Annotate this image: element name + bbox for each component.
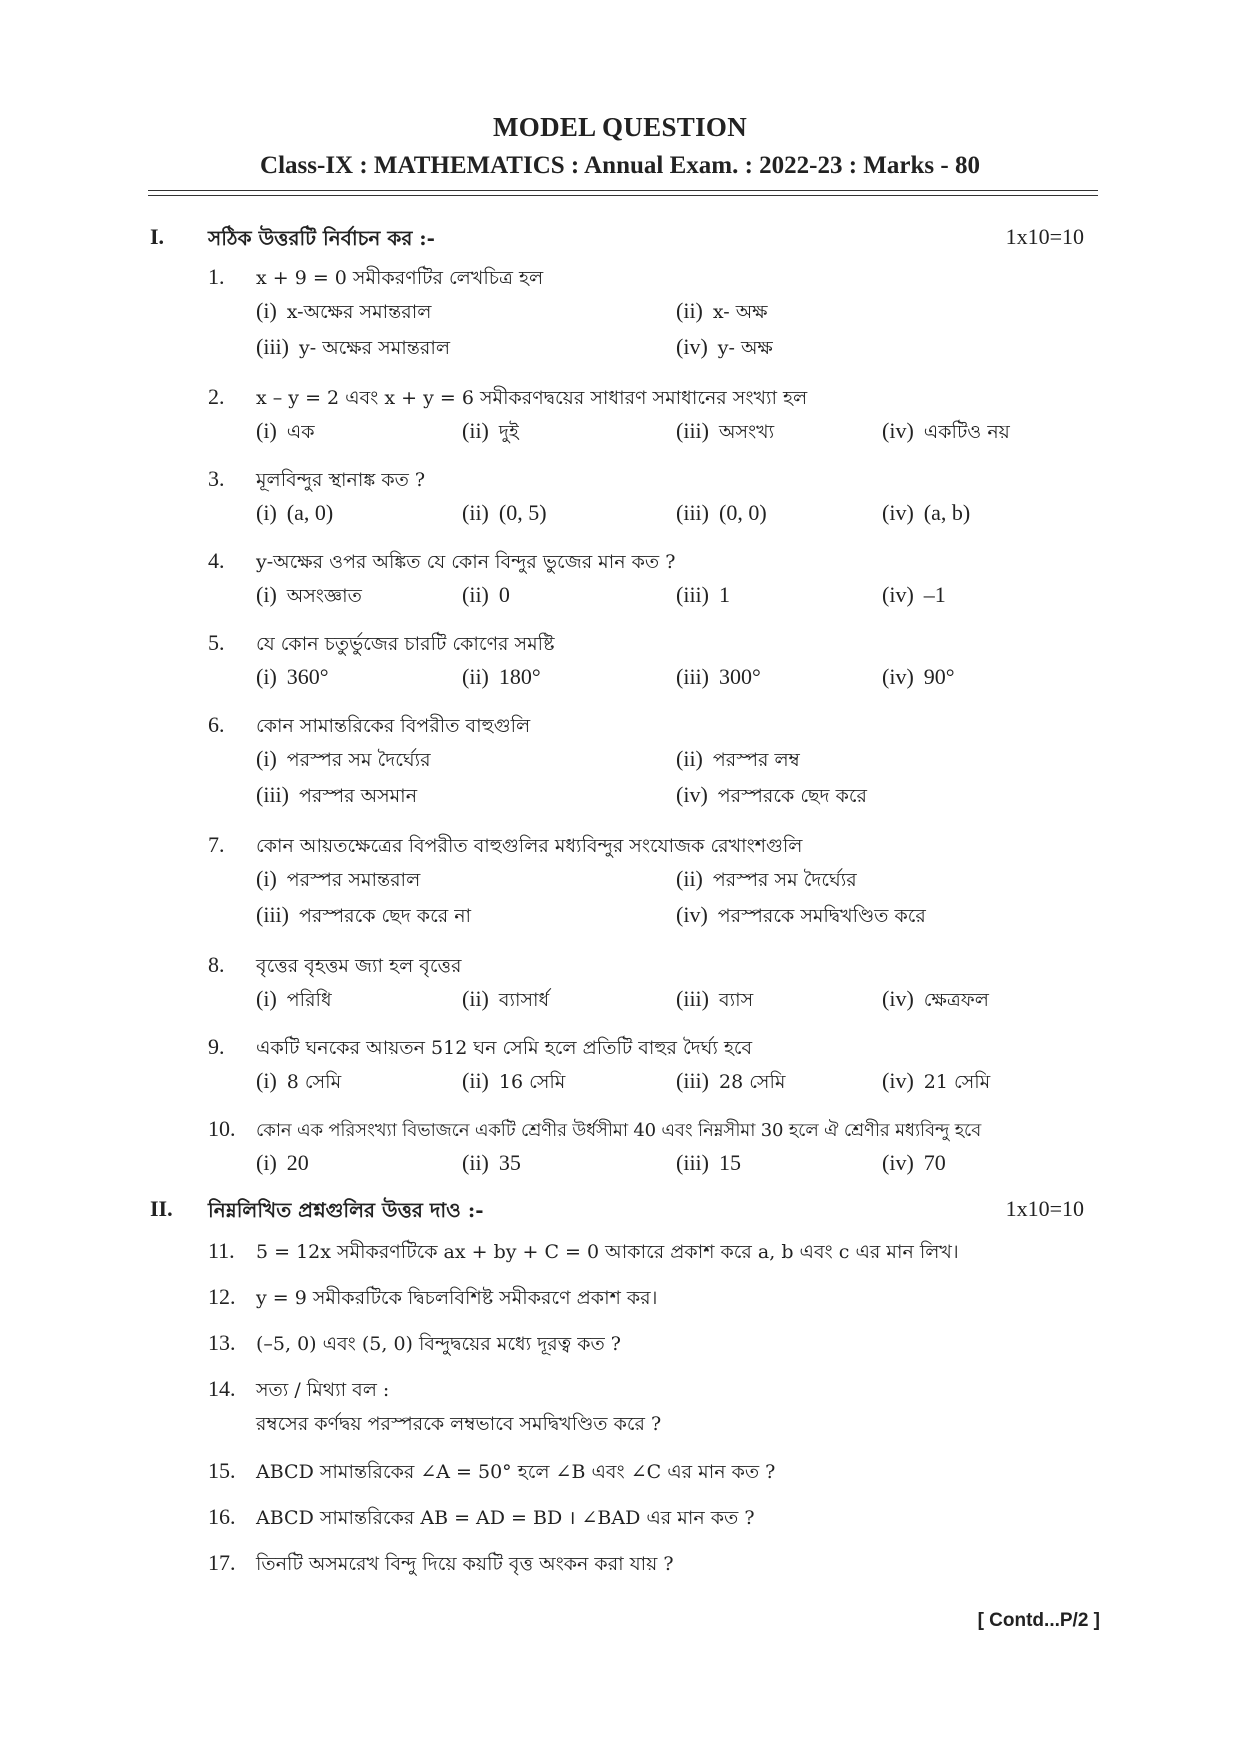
option-text: পরস্পর অসমান xyxy=(299,785,418,807)
option-text: y- অক্ষ xyxy=(717,337,773,359)
option xyxy=(882,582,946,608)
option-label: (ii) xyxy=(462,418,489,443)
option-label: (iii) xyxy=(256,782,289,807)
question-text: রম্বসের কর্ণদ্বয় পরস্পরকে লম্বভাবে সমদ্বিখণ্ডিত করে ? xyxy=(256,1413,662,1435)
option-label: (iv) xyxy=(676,782,708,807)
option-label: (ii) xyxy=(462,986,489,1011)
option-text: 8 সেমি xyxy=(286,1071,342,1093)
question-number: 7. xyxy=(208,832,225,857)
option-text: x-অক্ষের সমান্তরাল xyxy=(286,301,432,323)
option-label: (iv) xyxy=(882,1068,914,1093)
option-text: 360° xyxy=(286,664,329,689)
option-text: পরস্পরকে সমদ্বিখণ্ডিত করে xyxy=(717,905,926,927)
option xyxy=(676,986,753,1018)
option-text: পরস্পর সম দৈর্ঘ্যের xyxy=(286,749,431,771)
option-label: (i) xyxy=(256,1150,277,1175)
option-text: 1 xyxy=(719,582,730,607)
option-label: (ii) xyxy=(462,1068,489,1093)
option-label: (ii) xyxy=(462,1150,489,1175)
question-text: x – y = 2 এবং x + y = 6 সমীকরণদ্বয়ের সাধারণ সমাধানের সংখ্যা হল xyxy=(256,387,808,409)
question-number: 6. xyxy=(208,712,225,737)
option-text: পরস্পরকে ছেদ করে xyxy=(717,785,867,807)
option-label: (iv) xyxy=(882,664,914,689)
question-text: সত্য / মিথ্যা বল : xyxy=(256,1379,390,1401)
option-label: (ii) xyxy=(462,664,489,689)
question-number: 17. xyxy=(208,1550,236,1575)
option xyxy=(676,782,867,814)
option xyxy=(256,902,471,934)
question-text: y-অক্ষের ওপর অঙ্কিত যে কোন বিন্দুর ভুজের মান কত ? xyxy=(256,551,676,573)
option-label: (i) xyxy=(256,746,277,771)
option xyxy=(676,298,768,330)
option xyxy=(676,500,767,526)
option-label: (iv) xyxy=(676,902,708,927)
option-label: (i) xyxy=(256,500,277,525)
question-text: 5 = 12x সমীকরণটিকে ax + by + C = 0 আকারে প্রকাশ করে a, b এবং c এর মান লিখ। xyxy=(256,1241,959,1263)
option xyxy=(462,500,547,526)
option xyxy=(882,1150,946,1176)
option xyxy=(676,1150,741,1176)
option-label: (i) xyxy=(256,866,277,891)
question-text: কোন আয়তক্ষেত্রের বিপরীত বাহুগুলির মধ্যবিন্দুর সংযোজক রেখাংশগুলি xyxy=(256,835,803,857)
option xyxy=(256,334,450,366)
option xyxy=(676,866,857,898)
option-text: 70 xyxy=(923,1150,946,1175)
option xyxy=(462,582,510,608)
option-text: ক্ষেত্রফল xyxy=(923,989,989,1011)
question-number: 5. xyxy=(208,630,225,655)
page-title: MODEL QUESTION xyxy=(492,112,747,142)
section-instruction: নিম্নলিখিত প্রশ্নগুলির উত্তর দাও :- xyxy=(208,1198,484,1222)
question-number: 13. xyxy=(208,1330,236,1355)
option xyxy=(256,500,333,526)
question-text: ABCD সামান্তরিকের AB = AD = BD । ∠BAD এর মান কত ? xyxy=(256,1507,755,1529)
option-label: (i) xyxy=(256,418,277,443)
option-label: (iii) xyxy=(676,418,709,443)
option-text: ব্যাস xyxy=(719,989,754,1011)
question-number: 15. xyxy=(208,1458,236,1483)
option-label: (iii) xyxy=(676,500,709,525)
question-number: 4. xyxy=(208,548,225,573)
option-text: 21 সেমি xyxy=(923,1071,991,1093)
question-text: একটি ঘনকের আয়তন 512 ঘন সেমি হলে প্রতিটি বাহুর দৈর্ঘ্য হবে xyxy=(256,1037,753,1059)
option-text: (a, b) xyxy=(923,500,971,525)
question-number: 9. xyxy=(208,1034,225,1059)
option xyxy=(676,334,773,366)
option-text: ব্যাসার্ধ xyxy=(498,989,550,1011)
option-text: –1 xyxy=(923,582,946,607)
option-text: (0, 5) xyxy=(498,500,547,525)
option xyxy=(676,1068,785,1100)
option-text: 15 xyxy=(719,1150,741,1175)
question-text: y = 9 সমীকরটিকে দ্বিচলবিশিষ্ট সমীকরণে প্রকাশ কর। xyxy=(256,1287,658,1309)
option xyxy=(882,1068,990,1100)
section-1-heading xyxy=(150,224,1050,254)
option xyxy=(256,746,431,778)
option xyxy=(462,1068,565,1100)
question-text: তিনটি অসমরেখ বিন্দু দিয়ে কয়টি বৃত্ত অংকন করা যায় ? xyxy=(256,1553,674,1575)
question-number: 14. xyxy=(208,1376,236,1401)
question-number: 3. xyxy=(208,466,225,491)
option xyxy=(256,866,420,898)
option xyxy=(676,582,730,608)
option-text: পরস্পর সমান্তরাল xyxy=(286,869,421,891)
option-text: 90° xyxy=(923,664,955,689)
option xyxy=(676,746,800,778)
option xyxy=(882,986,989,1018)
option-label: (iii) xyxy=(256,334,289,359)
header-rule-bottom xyxy=(148,195,1098,196)
option-label: (i) xyxy=(256,1068,277,1093)
option-label: (iv) xyxy=(882,582,914,607)
option xyxy=(676,664,761,690)
option-label: (iv) xyxy=(882,418,914,443)
question-text: কোন সামান্তরিকের বিপরীত বাহুগুলি xyxy=(256,715,531,737)
option-label: (i) xyxy=(256,298,277,323)
question-number: 11. xyxy=(208,1238,235,1263)
option xyxy=(676,902,926,934)
question-text: কোন এক পরিসংখ্যা বিভাজনে একটি শ্রেণীর উর্ধসীমা 40 এবং নিম্নসীমা 30 হলে ঐ শ্রেণীর মধ্যবিন্দু হবে xyxy=(256,1120,982,1141)
option-text: (a, 0) xyxy=(286,500,334,525)
option xyxy=(676,418,774,450)
option-label: (iv) xyxy=(882,500,914,525)
question-text: (–5, 0) এবং (5, 0) বিন্দুদ্বয়ের মধ্যে দূরত্ব কত ? xyxy=(256,1333,621,1355)
option-text: অসংজ্ঞাত xyxy=(286,585,362,607)
option xyxy=(256,782,417,814)
option-text: 28 সেমি xyxy=(719,1071,786,1093)
option xyxy=(256,1068,341,1100)
option xyxy=(882,418,1010,450)
option-text: 300° xyxy=(719,664,761,689)
option xyxy=(256,1150,309,1176)
option-text: y- অক্ষের সমান্তরাল xyxy=(299,337,450,359)
option xyxy=(882,500,970,526)
option-label: (iii) xyxy=(676,1150,709,1175)
option-text: পরিধি xyxy=(286,989,332,1011)
section-number: I. xyxy=(150,224,165,249)
option xyxy=(256,418,315,450)
option-label: (iv) xyxy=(882,986,914,1011)
question-number: 8. xyxy=(208,952,225,977)
option-label: (i) xyxy=(256,582,277,607)
option-text: 20 xyxy=(286,1150,309,1175)
option-label: (ii) xyxy=(462,582,489,607)
page-subtitle: Class-IX : MATHEMATICS : Annual Exam. : 2022-23 : Marks - 80 xyxy=(260,152,980,179)
option-label: (ii) xyxy=(676,746,703,771)
question-text: যে কোন চতুর্ভুজের চারটি কোণের সমষ্টি xyxy=(256,633,555,655)
question-number: 2. xyxy=(208,384,225,409)
option-label: (iii) xyxy=(676,986,709,1011)
option-label: (iv) xyxy=(676,334,708,359)
section-2-marks: 1x10=10 xyxy=(1005,1196,1084,1221)
option-text: (0, 0) xyxy=(719,500,767,525)
option-label: (iii) xyxy=(676,1068,709,1093)
option xyxy=(462,418,519,450)
option-text: 16 সেমি xyxy=(498,1071,566,1093)
option xyxy=(256,986,332,1018)
option-label: (ii) xyxy=(676,866,703,891)
option-label: (iii) xyxy=(676,664,709,689)
question-number: 16. xyxy=(208,1504,236,1529)
option xyxy=(462,986,549,1018)
question-number: 10. xyxy=(208,1116,236,1141)
question-text: মূলবিন্দুর স্থানাঙ্ক কত ? xyxy=(256,469,426,491)
question-number: 12. xyxy=(208,1284,236,1309)
option xyxy=(256,664,329,690)
section-2-heading xyxy=(150,1196,1050,1226)
question-number: 1. xyxy=(208,264,225,289)
option-text: এক xyxy=(286,421,315,443)
option-text: একটিও নয় xyxy=(923,421,1010,443)
option-label: (i) xyxy=(256,986,277,1011)
option-text: x- অক্ষ xyxy=(712,301,768,323)
option xyxy=(256,582,362,614)
option xyxy=(882,664,955,690)
section-instruction: সঠিক উত্তরটি নির্বাচন কর :- xyxy=(208,226,435,250)
question-text: বৃত্তের বৃহত্তম জ্যা হল বৃত্তের xyxy=(256,955,462,977)
option-label: (iv) xyxy=(882,1150,914,1175)
option xyxy=(256,298,431,330)
option-label: (iii) xyxy=(256,902,289,927)
option-text: দুই xyxy=(498,421,519,443)
question-text: x + 9 = 0 সমীকরণটির লেখচিত্র হল xyxy=(256,267,544,289)
section-number: II. xyxy=(150,1196,173,1221)
option-text: 0 xyxy=(498,582,510,607)
option-text: পরস্পরকে ছেদ করে না xyxy=(299,905,472,927)
option-text: অসংখ্য xyxy=(719,421,775,443)
option xyxy=(462,1150,521,1176)
header-rule-top xyxy=(148,190,1098,191)
option-text: পরস্পর সম দৈর্ঘ্যের xyxy=(712,869,857,891)
section-1-marks: 1x10=10 xyxy=(1005,224,1084,249)
option-label: (ii) xyxy=(676,298,703,323)
question-text: ABCD সামান্তরিকের ∠A = 50° হলে ∠B এবং ∠C এর মান কত ? xyxy=(256,1461,776,1483)
option-text: পরস্পর লম্ব xyxy=(712,749,800,771)
option-label: (iii) xyxy=(676,582,709,607)
option xyxy=(462,664,541,690)
option-label: (ii) xyxy=(462,500,489,525)
option-text: 180° xyxy=(498,664,541,689)
option-label: (i) xyxy=(256,664,277,689)
continued-note: [ Contd...P/2 ] xyxy=(977,1610,1100,1631)
option-text: 35 xyxy=(498,1150,521,1175)
